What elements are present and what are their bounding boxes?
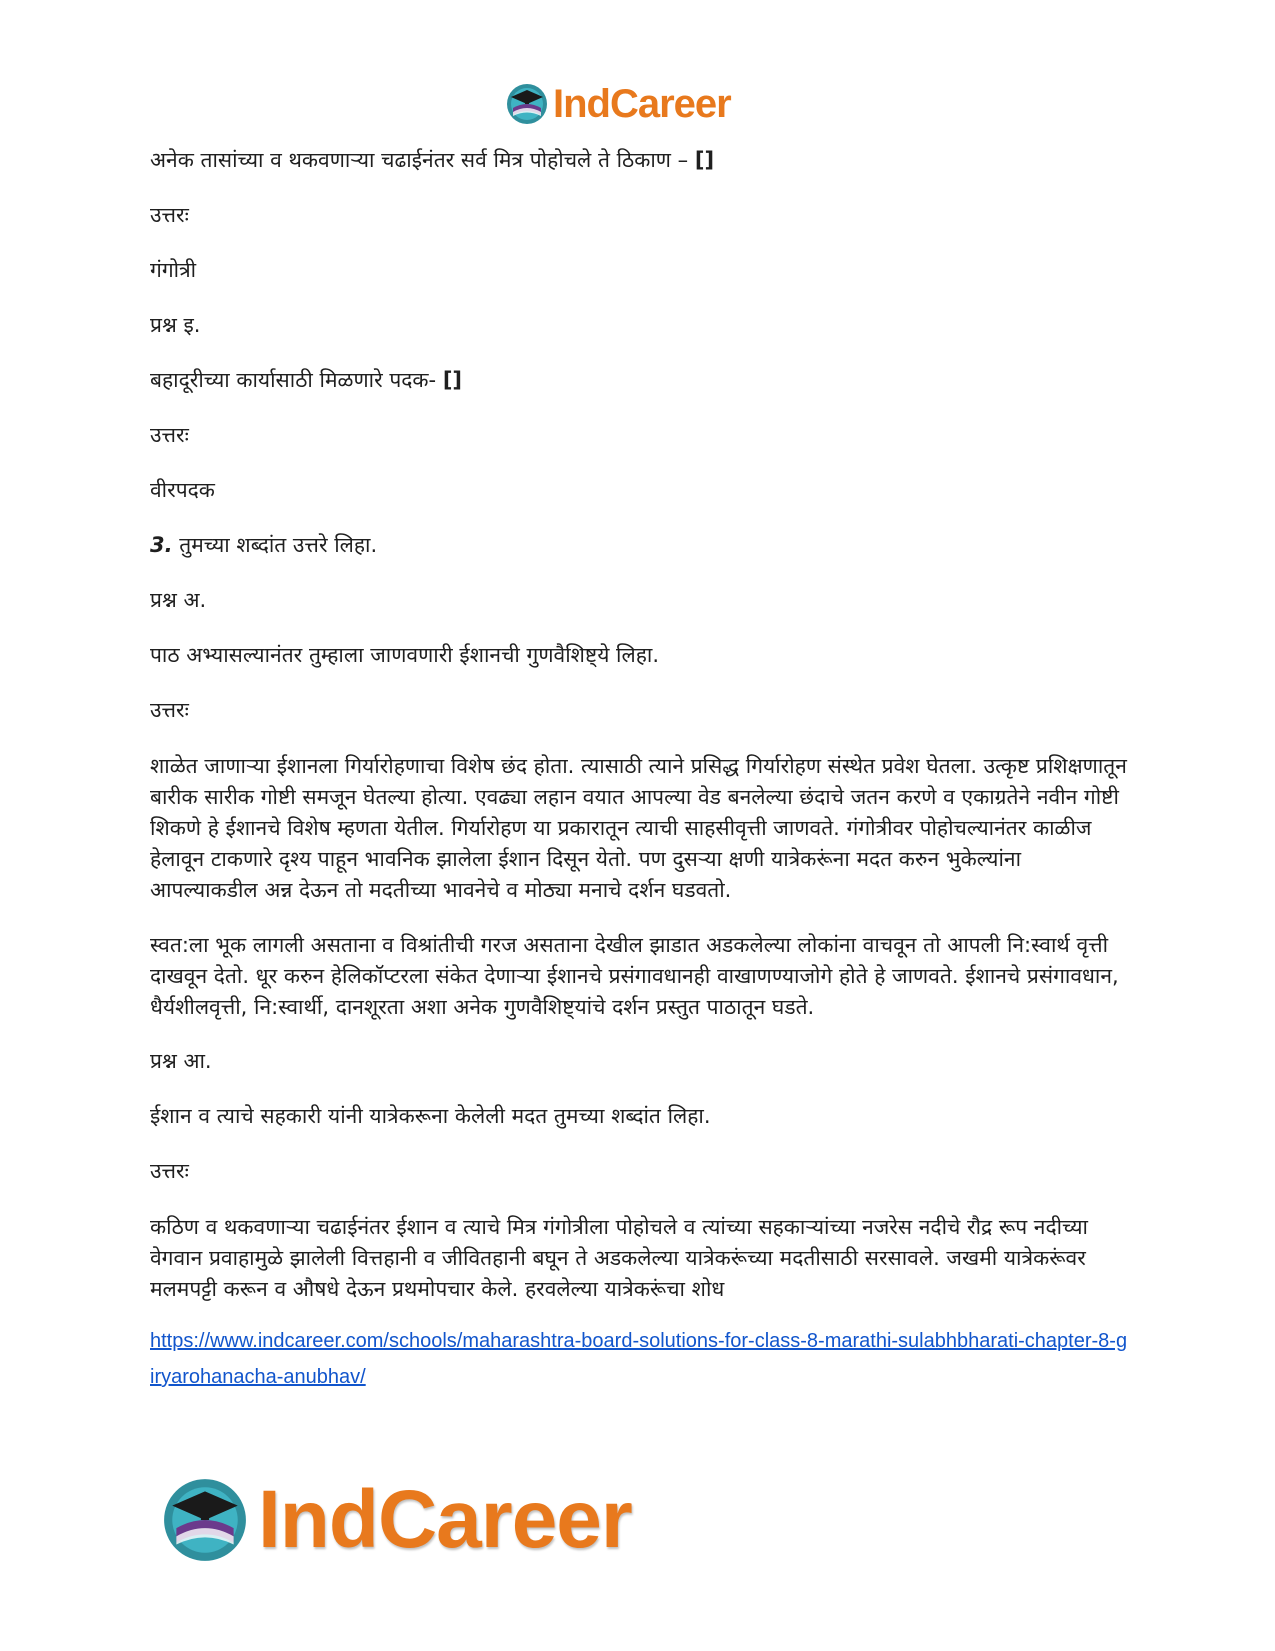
answer-label: उत्तरः [150, 1159, 189, 1183]
answer-label: उत्तरः [150, 423, 189, 447]
answer-paragraph: शाळेत जाणाऱ्या ईशानला गिर्यारोहणाचा विशेष छंद होता. त्यासाठी त्याने प्रसिद्ध गिर्यारोहण संस्थेत प्रवेश घेतला. उत्कृष्ट प्रशिक्षणातून बारीक सारीक गोष्टी समजून घेतल्या होत्या. एवढ्या लहान वयात आपल्या वेड बनलेल्या छंदाचे जतन करणे व एकाग्रतेने नवीन गोष्टी शिकणे हे ईशानचे विशेष म्हणता येतील. गिर्यारोहण या प्रकारातून त्याची साहसीवृत्ती जाणवते. गंगोत्रीवर पोहोचल्यानंतर काळीज हेलावून टाकणारे दृश्य पाहून भावनिक झालेला ईशान दिसून येतो. पण दुसऱ्या क्षणी यात्रेकरूंना मदत करुन भुकेल्यांना आपल्याकडील अन्न देऊन तो मदतीच्या भावनेचे व मोठ्या मनाचे दर्शन घडवतो. [150, 754, 1127, 902]
question-text: पाठ अभ्यासल्यानंतर तुम्हाला जाणवणारी ईशानची गुणवैशिष्ट्ये लिहा. [150, 643, 659, 667]
footer-logo [160, 1470, 632, 1570]
answer-paragraph: कठिण व थकवणाऱ्या चढाईनंतर ईशान व त्याचे मित्र गंगोत्रीला पोहोचले व त्यांच्या सहकाऱ्यांच्या नजरेस नदीचे रौद्र रूप नदीच्या वेगवान प्रवाहामुळे झालेली वित्तहानी व जीवितहानी बघून ते अडकलेल्या यात्रेकरूंच्या मदतीसाठी सरसावले. जखमी यात्रेकरूंवर मलमपट्टी करून व औषधे देऊन प्रथमोपचार केले. हरवलेल्या यात्रेकरूंचा शोध [150, 1215, 1088, 1301]
brand-name: IndCareer [258, 1474, 632, 1565]
question-line: बहादूरीच्या कार्यासाठी मिळणारे पदक- [] [150, 368, 463, 392]
question-label: प्रश्न इ. [150, 313, 201, 337]
question-line: अनेक तासांच्या व थकवणाऱ्या चढाईनंतर सर्व मित्र पोहोचले ते ठिकाण – [] [150, 148, 715, 172]
blank-bracket: [] [442, 368, 463, 392]
answer-text: वीरपदक [150, 478, 215, 502]
source-link[interactable]: https://www.indcareer.com/schools/maharashtra-board-solutions-for-class-8-marathi-sulabhbharati-chapter-8-giryarohanacha-anubhav/ [150, 1330, 1128, 1388]
answer-text: गंगोत्री [150, 258, 197, 282]
question-text: ईशान व त्याचे सहकारी यांनी यात्रेकरूना केलेली मदत तुमच्या शब्दांत लिहा. [150, 1104, 711, 1128]
graduation-book-icon [160, 1475, 250, 1565]
answer-label: उत्तरः [150, 698, 189, 722]
brand-name: IndCareer [553, 81, 731, 126]
document-body [150, 146, 1130, 1395]
answer-paragraph: स्वत:ला भूक लागली असताना व विश्रांतीची गरज असताना देखील झाडात अडकलेल्या लोकांना वाचवून तो आपली नि:स्वार्थ वृत्ती दाखवून देतो. धूर करुन हेलिकॉप्टरला संकेत देणाऱ्या ईशानचे प्रसंगावधानही वाखाणण्याजोगे होते हे जाणवते. ईशानचे प्रसंगावधान, धैर्यशीलवृत्ती, नि:स्वार्थी, दानशूरता अशा अनेक गुणवैशिष्ट्यांचे दर्शन प्रस्तुत पाठातून घडते. [150, 933, 1119, 1019]
section-heading: 3. तुमच्या शब्दांत उत्तरे लिहा. [150, 533, 378, 557]
section-number: 3. [150, 533, 173, 557]
question-label: प्रश्न आ. [150, 1049, 212, 1073]
question-label: प्रश्न अ. [150, 588, 207, 612]
graduation-book-icon [505, 82, 549, 126]
blank-bracket: [] [694, 148, 715, 172]
answer-label: उत्तरः [150, 203, 189, 227]
header-logo [505, 80, 731, 128]
